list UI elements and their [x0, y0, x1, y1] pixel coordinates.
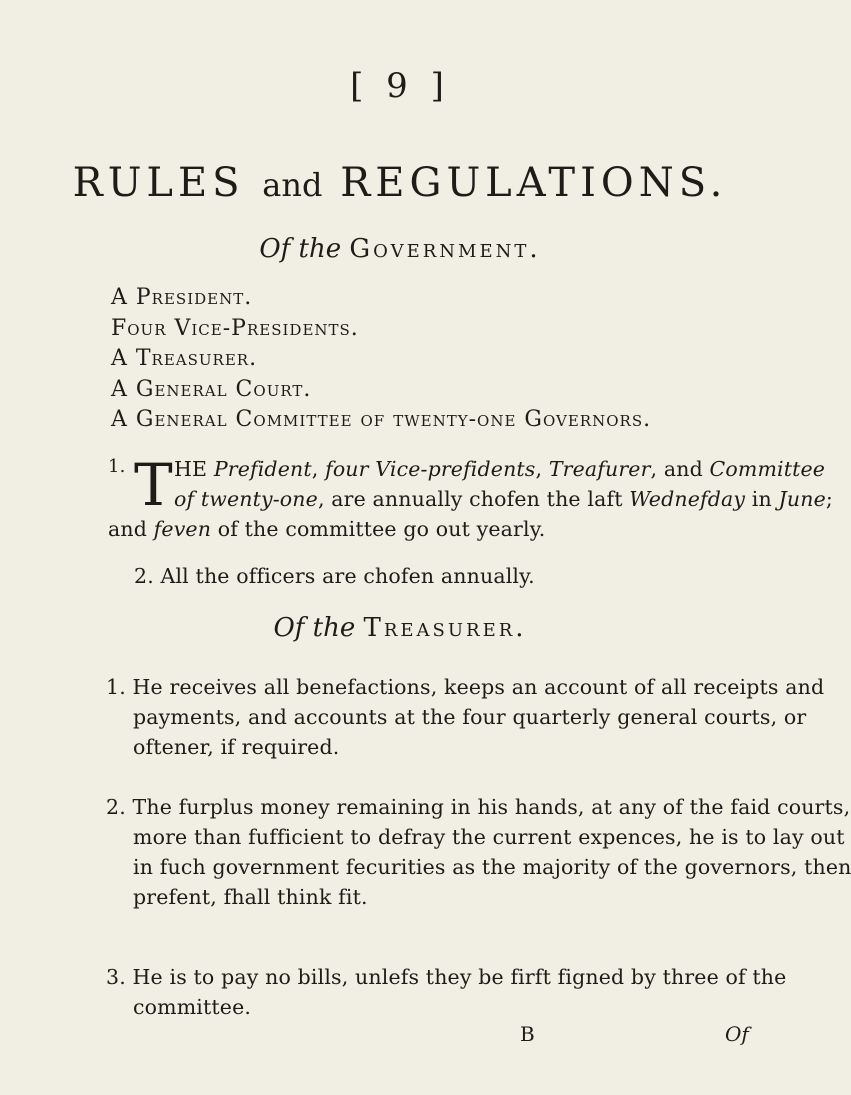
text-run: , [535, 457, 549, 481]
rule-number: 1. [108, 456, 126, 477]
text-line: 2. The furplus money remaining in his hands, at any of the faid courts, [106, 795, 851, 819]
text-line: 1. He receives all benefactions, keeps an account of all receipts and [106, 675, 825, 699]
text-run: and [108, 517, 154, 541]
government-heading-name: Government. [349, 234, 541, 264]
government-rule-1-line-3 [108, 514, 545, 544]
treasurer-heading [0, 613, 800, 643]
drop-cap: T [134, 451, 173, 519]
text-run: of the committee go out yearly. [211, 517, 546, 541]
officer-item: A General Court. [111, 376, 312, 402]
text-run: June [778, 487, 826, 511]
government-heading-of: Of [259, 234, 291, 264]
officer-item: Four Vice-Presidents. [111, 315, 359, 341]
government-heading [0, 234, 800, 264]
text-line: oftener, if required. [133, 735, 340, 759]
text-run: ; [825, 487, 833, 511]
treasurer-rule-3 [106, 962, 786, 1022]
text-run: HE [174, 457, 214, 481]
text-line: in fuch government fecurities as the majority of the governors, then [133, 855, 851, 879]
title-and: and [262, 166, 323, 204]
text-line: committee. [133, 995, 252, 1019]
signature-mark: B [520, 1022, 535, 1046]
officer-item: A President. [111, 285, 253, 310]
officer-item: A Treasurer. [111, 346, 258, 371]
treasurer-heading-name: Treasurer. [363, 613, 527, 643]
catchword: Of [725, 1022, 749, 1046]
title-rules: RULES [72, 160, 245, 206]
text-line: prefent, fhall think fit. [133, 885, 368, 909]
page-title [0, 160, 800, 206]
text-run: of twenty-one [174, 487, 318, 511]
government-rule-1-line-1 [174, 454, 825, 484]
text-run: , are annually chofen the laft [317, 487, 630, 511]
text-line: more than fufficient to defray the current expences, he is to lay out [133, 825, 845, 849]
text-run: Wednefday [629, 487, 746, 511]
government-rule-2: 2. All the officers are chofen annually. [134, 564, 535, 588]
title-regulations: REGULATIONS. [340, 160, 728, 206]
government-rule-1-line-2 [174, 484, 833, 514]
text-run: , and [650, 457, 710, 481]
text-run: feven [153, 517, 212, 541]
text-run: four Vice-prefidents [325, 457, 536, 481]
government-heading-the: the [298, 234, 342, 264]
text-line: 3. He is to pay no bills, unlefs they be firft figned by three of the [106, 965, 787, 989]
treasurer-rule-1 [106, 672, 824, 762]
text-run: in [745, 487, 779, 511]
text-run: , [311, 457, 326, 481]
text-line: payments, and accounts at the four quarterly general courts, or [133, 705, 807, 729]
page-number: [ 9 ] [350, 66, 450, 106]
officer-item: A General Committee of twenty-one Governors. [111, 407, 652, 432]
text-run: Prefident [213, 457, 312, 481]
text-run: Treafurer [548, 457, 651, 481]
treasurer-rule-2 [106, 792, 851, 912]
treasurer-heading-of: Of [273, 613, 305, 643]
treasurer-heading-the: the [312, 613, 356, 643]
officer-list [111, 283, 651, 436]
text-run: Committee [709, 457, 826, 481]
